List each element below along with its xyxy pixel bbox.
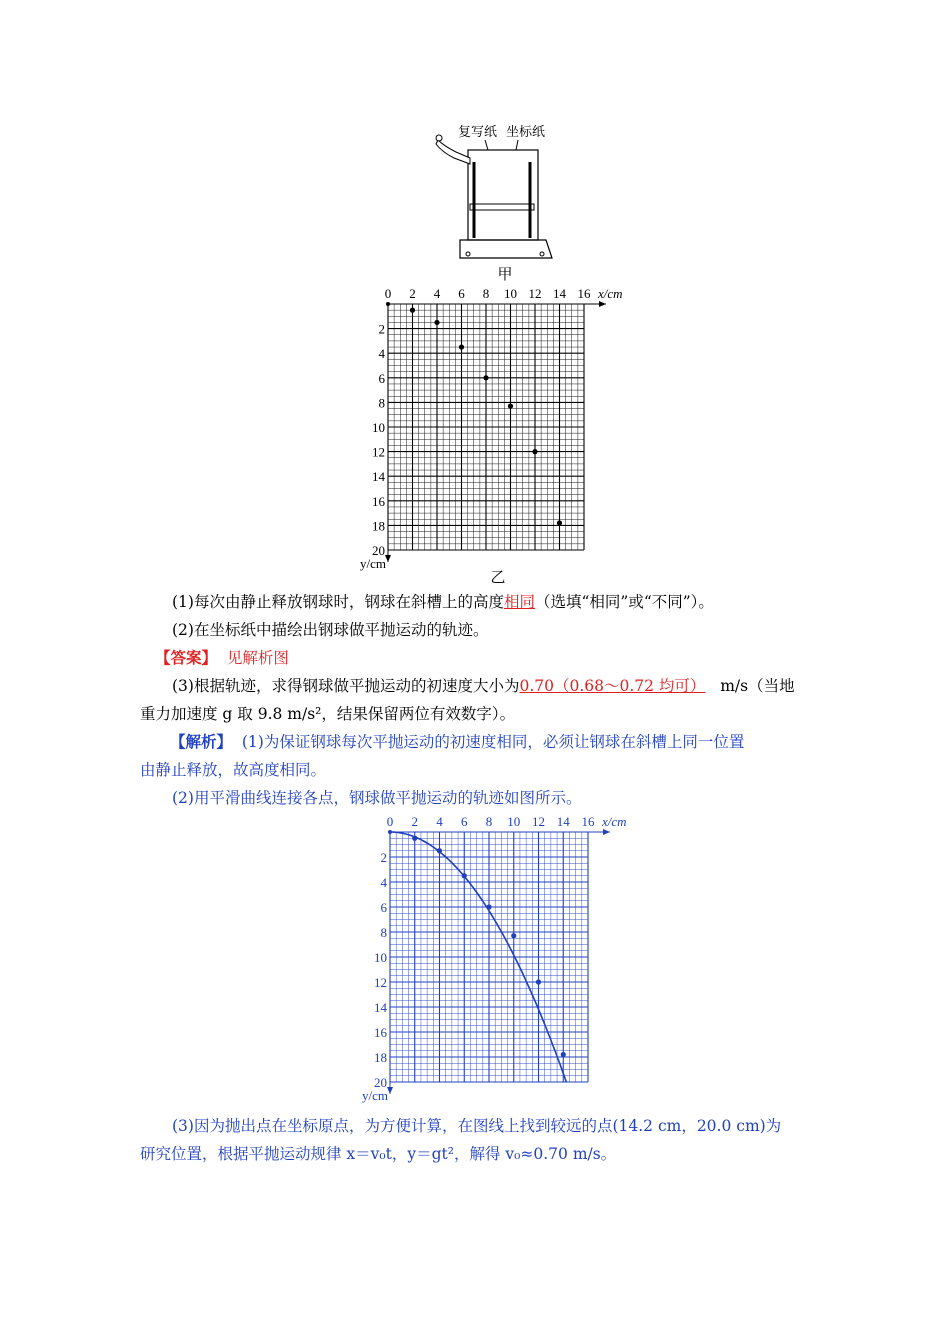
data-point: [557, 520, 562, 525]
y-tick-label: 8: [378, 395, 385, 411]
x-tick-label: 8: [482, 286, 490, 301]
coordinate-paper-label: 坐标纸: [506, 124, 546, 139]
y-tick-label: 20: [372, 543, 385, 558]
grid-chart-solution: [350, 812, 640, 1108]
data-point: [486, 904, 491, 909]
y-tick-label: 10: [374, 950, 387, 965]
data-point: [483, 375, 488, 380]
y-tick-label: 4: [380, 875, 387, 890]
data-point: [459, 344, 464, 349]
x-axis-label: x/cm: [598, 286, 623, 301]
y-tick-label: 20: [374, 1075, 387, 1090]
x-tick-label: 14: [553, 286, 566, 301]
y-tick-label: 16: [372, 493, 385, 509]
y-tick-label: 14: [374, 1000, 387, 1015]
data-point: [412, 836, 417, 841]
data-point: [410, 308, 415, 313]
x-tick-label: 10: [507, 814, 521, 829]
y-tick-label: 16: [374, 1025, 387, 1040]
q1-answer: 相同: [503, 593, 535, 611]
x-tick-label: 16: [581, 814, 595, 829]
x-tick-label: 6: [461, 814, 468, 829]
y-tick-label: 18: [372, 518, 385, 534]
y-tick-label: 8: [380, 925, 387, 940]
analysis-p1: 【解析】 (1)为保证钢球每次平抛运动的初速度相同，必须让钢球在斜槽上同一位置: [170, 732, 745, 751]
data-point: [561, 1052, 566, 1057]
y-axis-label: y/cm: [362, 1088, 388, 1103]
x-axis-label: x/cm: [602, 814, 627, 829]
analysis-p3b: 研究位置，根据平抛运动规律 x＝v₀t，y＝gt²，解得 v₀≈0.70 m/s。: [140, 1145, 617, 1163]
x-tick-label: 8: [485, 814, 493, 829]
y-tick-label: 12: [374, 975, 387, 990]
y-tick-label: 2: [378, 321, 385, 337]
y-tick-label: 10: [372, 420, 385, 435]
grid-lines: [388, 304, 584, 550]
data-point: [508, 403, 513, 408]
x-tick-label: 4: [436, 814, 443, 829]
x-axis-arrow: [603, 829, 610, 835]
question-3: (3)根据轨迹，求得钢球做平抛运动的初速度大小为0.70（0.68～0.72 均可） m/s（当地: [172, 677, 795, 695]
y-tick-label: 2: [380, 850, 387, 865]
origin-point: [386, 302, 390, 306]
x-tick-label: 2: [411, 814, 418, 829]
analysis-p1b: 由静止释放，故高度相同。: [140, 761, 327, 779]
y-tick-label: 6: [380, 900, 387, 915]
carbon-paper-label: 复写纸: [458, 124, 498, 139]
figure-jia-caption: 甲: [497, 265, 513, 283]
y-tick-label: 12: [372, 444, 385, 460]
analysis-p3: (3)因为抛出点在坐标原点，为方便计算，在图线上找到较远的点(14.2 cm，20.0 cm)为: [172, 1117, 782, 1135]
q3-answer: 0.70（0.68～0.72 均可）: [519, 677, 706, 695]
question-2: (2)在坐标纸中描绘出钢球做平抛运动的轨迹。: [172, 621, 489, 639]
x-tick-label: 4: [433, 286, 441, 301]
x-tick-label: 2: [409, 286, 416, 301]
data-point: [437, 848, 442, 853]
x-tick-label: 0: [386, 814, 394, 829]
question-3-line2: 重力加速度 g 取 9.8 m/s²，结果保留两位有效数字）。: [140, 705, 516, 723]
x-axis-arrow: [599, 301, 606, 307]
analysis-p2: (2)用平滑曲线连接各点，钢球做平抛运动的轨迹如图所示。: [172, 789, 582, 807]
x-tick-label: 0: [384, 286, 392, 301]
x-tick-label: 16: [577, 286, 591, 301]
answer-line: 【答案】 见解析图: [155, 648, 289, 667]
x-tick-label: 12: [528, 286, 542, 301]
x-tick-label: 14: [556, 814, 570, 829]
question-1: (1)每次由静止释放钢球时，钢球在斜槽上的高度相同（选填“相同”或“不同”）。: [172, 593, 714, 611]
x-tick-label: 10: [504, 286, 517, 301]
figure-yi-caption: 乙: [490, 568, 506, 586]
x-tick-label: 6: [458, 286, 465, 301]
apparatus-figure: [430, 118, 560, 268]
data-point: [434, 320, 439, 325]
x-tick-label: 12: [532, 814, 545, 829]
data-point: [532, 449, 537, 454]
y-tick-label: 14: [372, 469, 385, 485]
data-point: [511, 933, 516, 938]
y-tick-label: 18: [374, 1050, 387, 1065]
data-point: [462, 873, 467, 878]
data-point: [536, 979, 541, 984]
y-axis-label: y/cm: [360, 556, 386, 571]
grid-chart-yi: [350, 284, 640, 576]
grid-lines: [390, 832, 588, 1082]
y-tick-label: 4: [378, 346, 385, 362]
y-tick-label: 6: [378, 370, 385, 386]
